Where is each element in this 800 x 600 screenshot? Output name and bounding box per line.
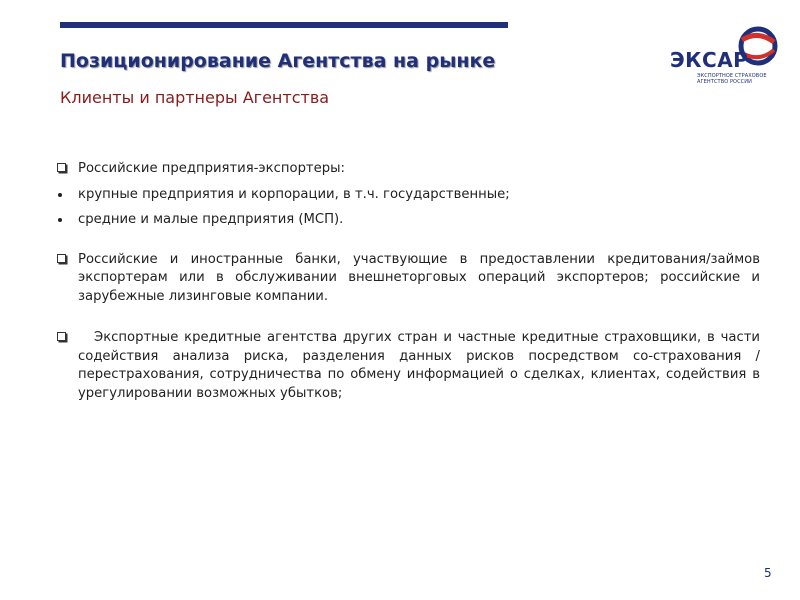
slide-content <box>56 160 760 403</box>
page-title: Позиционирование Агентства на рынке <box>60 50 496 72</box>
sub-item-large-enterprises <box>56 186 760 205</box>
page-number: 5 <box>764 566 772 580</box>
logo-tagline-line1: ЭКСПОРТНОЕ СТРАХОВОЕ <box>697 73 767 79</box>
list-item-text: Экспортные кредитные агентства других стран и частные кредитные страховщики, в части содействия анализа риска, разделения данных рисков посредством со-страхования / перестрахования, сотрудничества по обмену информацией о сделках, клиентах, содействия в урегулировании возможных убытков; <box>78 330 760 401</box>
logo-tagline-line2: АГЕНТСТВО РОССИИ <box>697 79 752 85</box>
list-item-banks <box>56 251 760 307</box>
exar-logo <box>668 26 778 88</box>
logo-wordmark: ЭКСАР <box>670 48 749 72</box>
dot-bullet-icon <box>58 218 62 222</box>
checkbox-bullet-icon <box>57 163 66 172</box>
sub-item-text: крупные предприятия и корпорации, в т.ч. государственные; <box>78 186 510 202</box>
list-item-exporters <box>56 160 760 179</box>
dot-bullet-icon <box>58 193 62 197</box>
list-item-text: Российские предприятия-экспортеры: <box>78 161 345 176</box>
checkbox-bullet-icon <box>57 254 66 263</box>
checkbox-bullet-icon <box>57 332 66 341</box>
header-accent-bar <box>60 22 508 28</box>
sub-item-text: средние и малые предприятия (МСП). <box>78 212 344 227</box>
list-item-text: Российские и иностранные банки, участвующие в предоставлении кредитования/займов экспортерам или в обслуживании внешнеторговых операций экспортеров; российские и зарубежные лизинговые компании. <box>78 251 760 304</box>
list-item-export-credit-agencies <box>56 329 760 403</box>
page-subtitle: Клиенты и партнеры Агентства <box>60 88 330 107</box>
sub-item-small-enterprises <box>56 211 760 230</box>
